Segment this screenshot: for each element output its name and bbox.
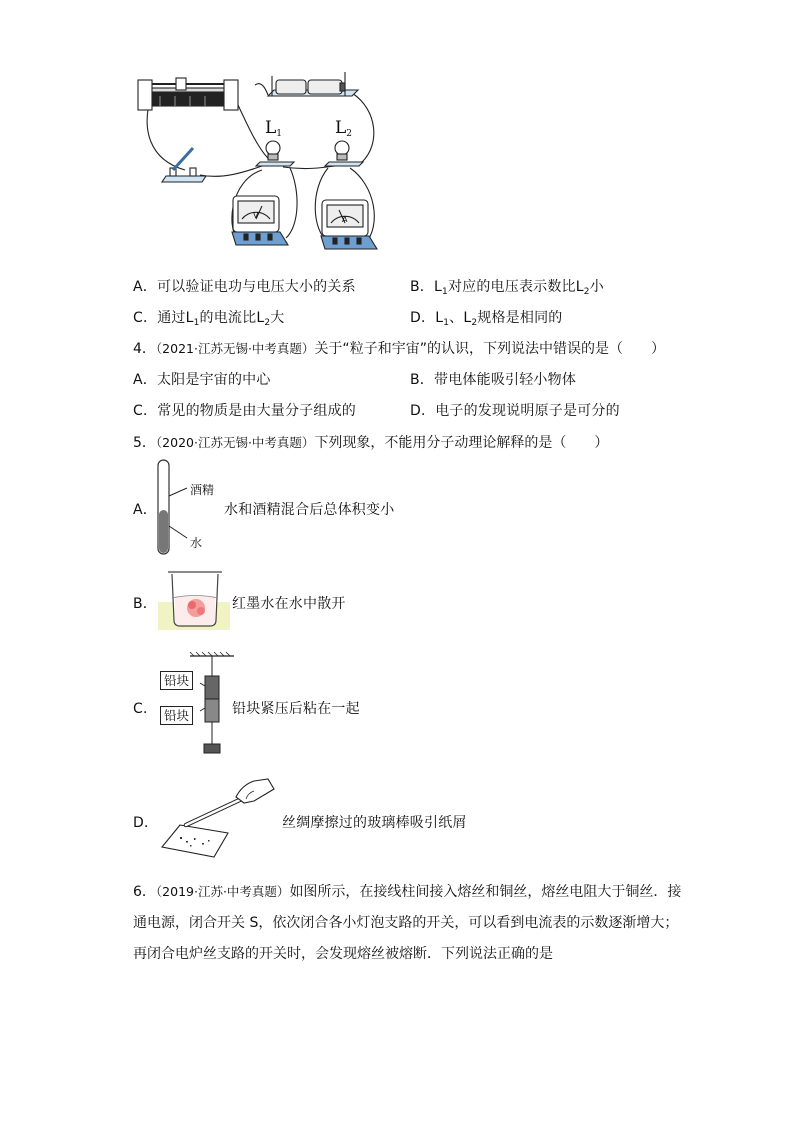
q4-option-b: B．带电体能吸引轻小物体	[410, 372, 577, 388]
q6-line-3: 再闭合电炉丝支路的开关时，会发现熔丝被熔断．下列说法正确的是	[133, 946, 553, 962]
q5-option-c-letter: C．	[133, 701, 158, 717]
q5-stem: 5．（2020·江苏无锡·中考真题）下列现象，不能用分子动理论解释的是（ ）	[133, 435, 609, 451]
q4-option-c: C．常见的物质是由大量分子组成的	[133, 403, 356, 419]
q3-option-c: C．通过$L_1$的电流比$L_2$大	[133, 310, 285, 328]
ammeter	[321, 200, 377, 249]
test-tube-figure	[155, 458, 215, 558]
beaker-figure	[158, 568, 234, 632]
q5-option-d-letter: D．	[133, 815, 159, 831]
lead-blocks-figure	[160, 650, 240, 754]
switch	[162, 148, 206, 182]
q5-option-b-letter: B．	[133, 596, 158, 612]
q5-option-c-text: 铅块紧压后粘在一起	[232, 701, 360, 717]
water-label: 水	[190, 536, 203, 550]
q5-option-a-text: 水和酒精混合后总体积变小	[224, 502, 395, 518]
lead-block-label-bottom: 铅块	[160, 706, 193, 725]
q4-stem: 4．（2021·江苏无锡·中考真题）关于“粒子和宇宙”的认识，下列说法中错误的是（ ）	[133, 341, 665, 357]
q3-option-d: D．$L_1$、$L_2$规格是相同的	[410, 310, 563, 328]
lamp2-label: $L_2$	[335, 118, 353, 139]
ammeter-symbol: A	[342, 215, 348, 224]
q4-option-d: D．电子的发现说明原子是可分的	[410, 403, 620, 419]
q6-line-1: 6．（2019·江苏·中考真题）如图所示，在接线柱间接入熔丝和铜丝，熔丝电阻大于铜丝．接	[133, 884, 682, 900]
rheostat	[138, 78, 238, 110]
alcohol-label: 酒精	[190, 483, 215, 497]
lamp-l1	[256, 141, 294, 166]
glass-rod-figure	[158, 775, 278, 859]
q4-option-a: A．太阳是宇宙的中心	[133, 372, 271, 388]
q5-option-b-text: 红墨水在水中散开	[232, 596, 346, 612]
voltmeter	[232, 196, 288, 245]
q3-option-a: A．可以验证电功与电压大小的关系	[133, 279, 356, 295]
q6-line-2: 通电源，闭合开关 S，依次闭合各小灯泡支路的开关，可以看到电流表的示数逐渐增大；	[133, 915, 679, 931]
q3-option-b: B．$L_1$对应的电压表示数比$L_2$小	[410, 279, 604, 297]
lamp-l2	[325, 141, 363, 166]
lamp1-label: $L_1$	[265, 118, 283, 139]
circuit-diagram	[0, 0, 794, 270]
q5-option-d-text: 丝绸摩擦过的玻璃棒吸引纸屑	[282, 815, 467, 831]
voltmeter-symbol: V	[253, 211, 259, 220]
q5-option-a-letter: A．	[133, 502, 157, 518]
lead-block-label-top: 铅块	[160, 671, 193, 690]
battery-holder	[268, 72, 358, 96]
